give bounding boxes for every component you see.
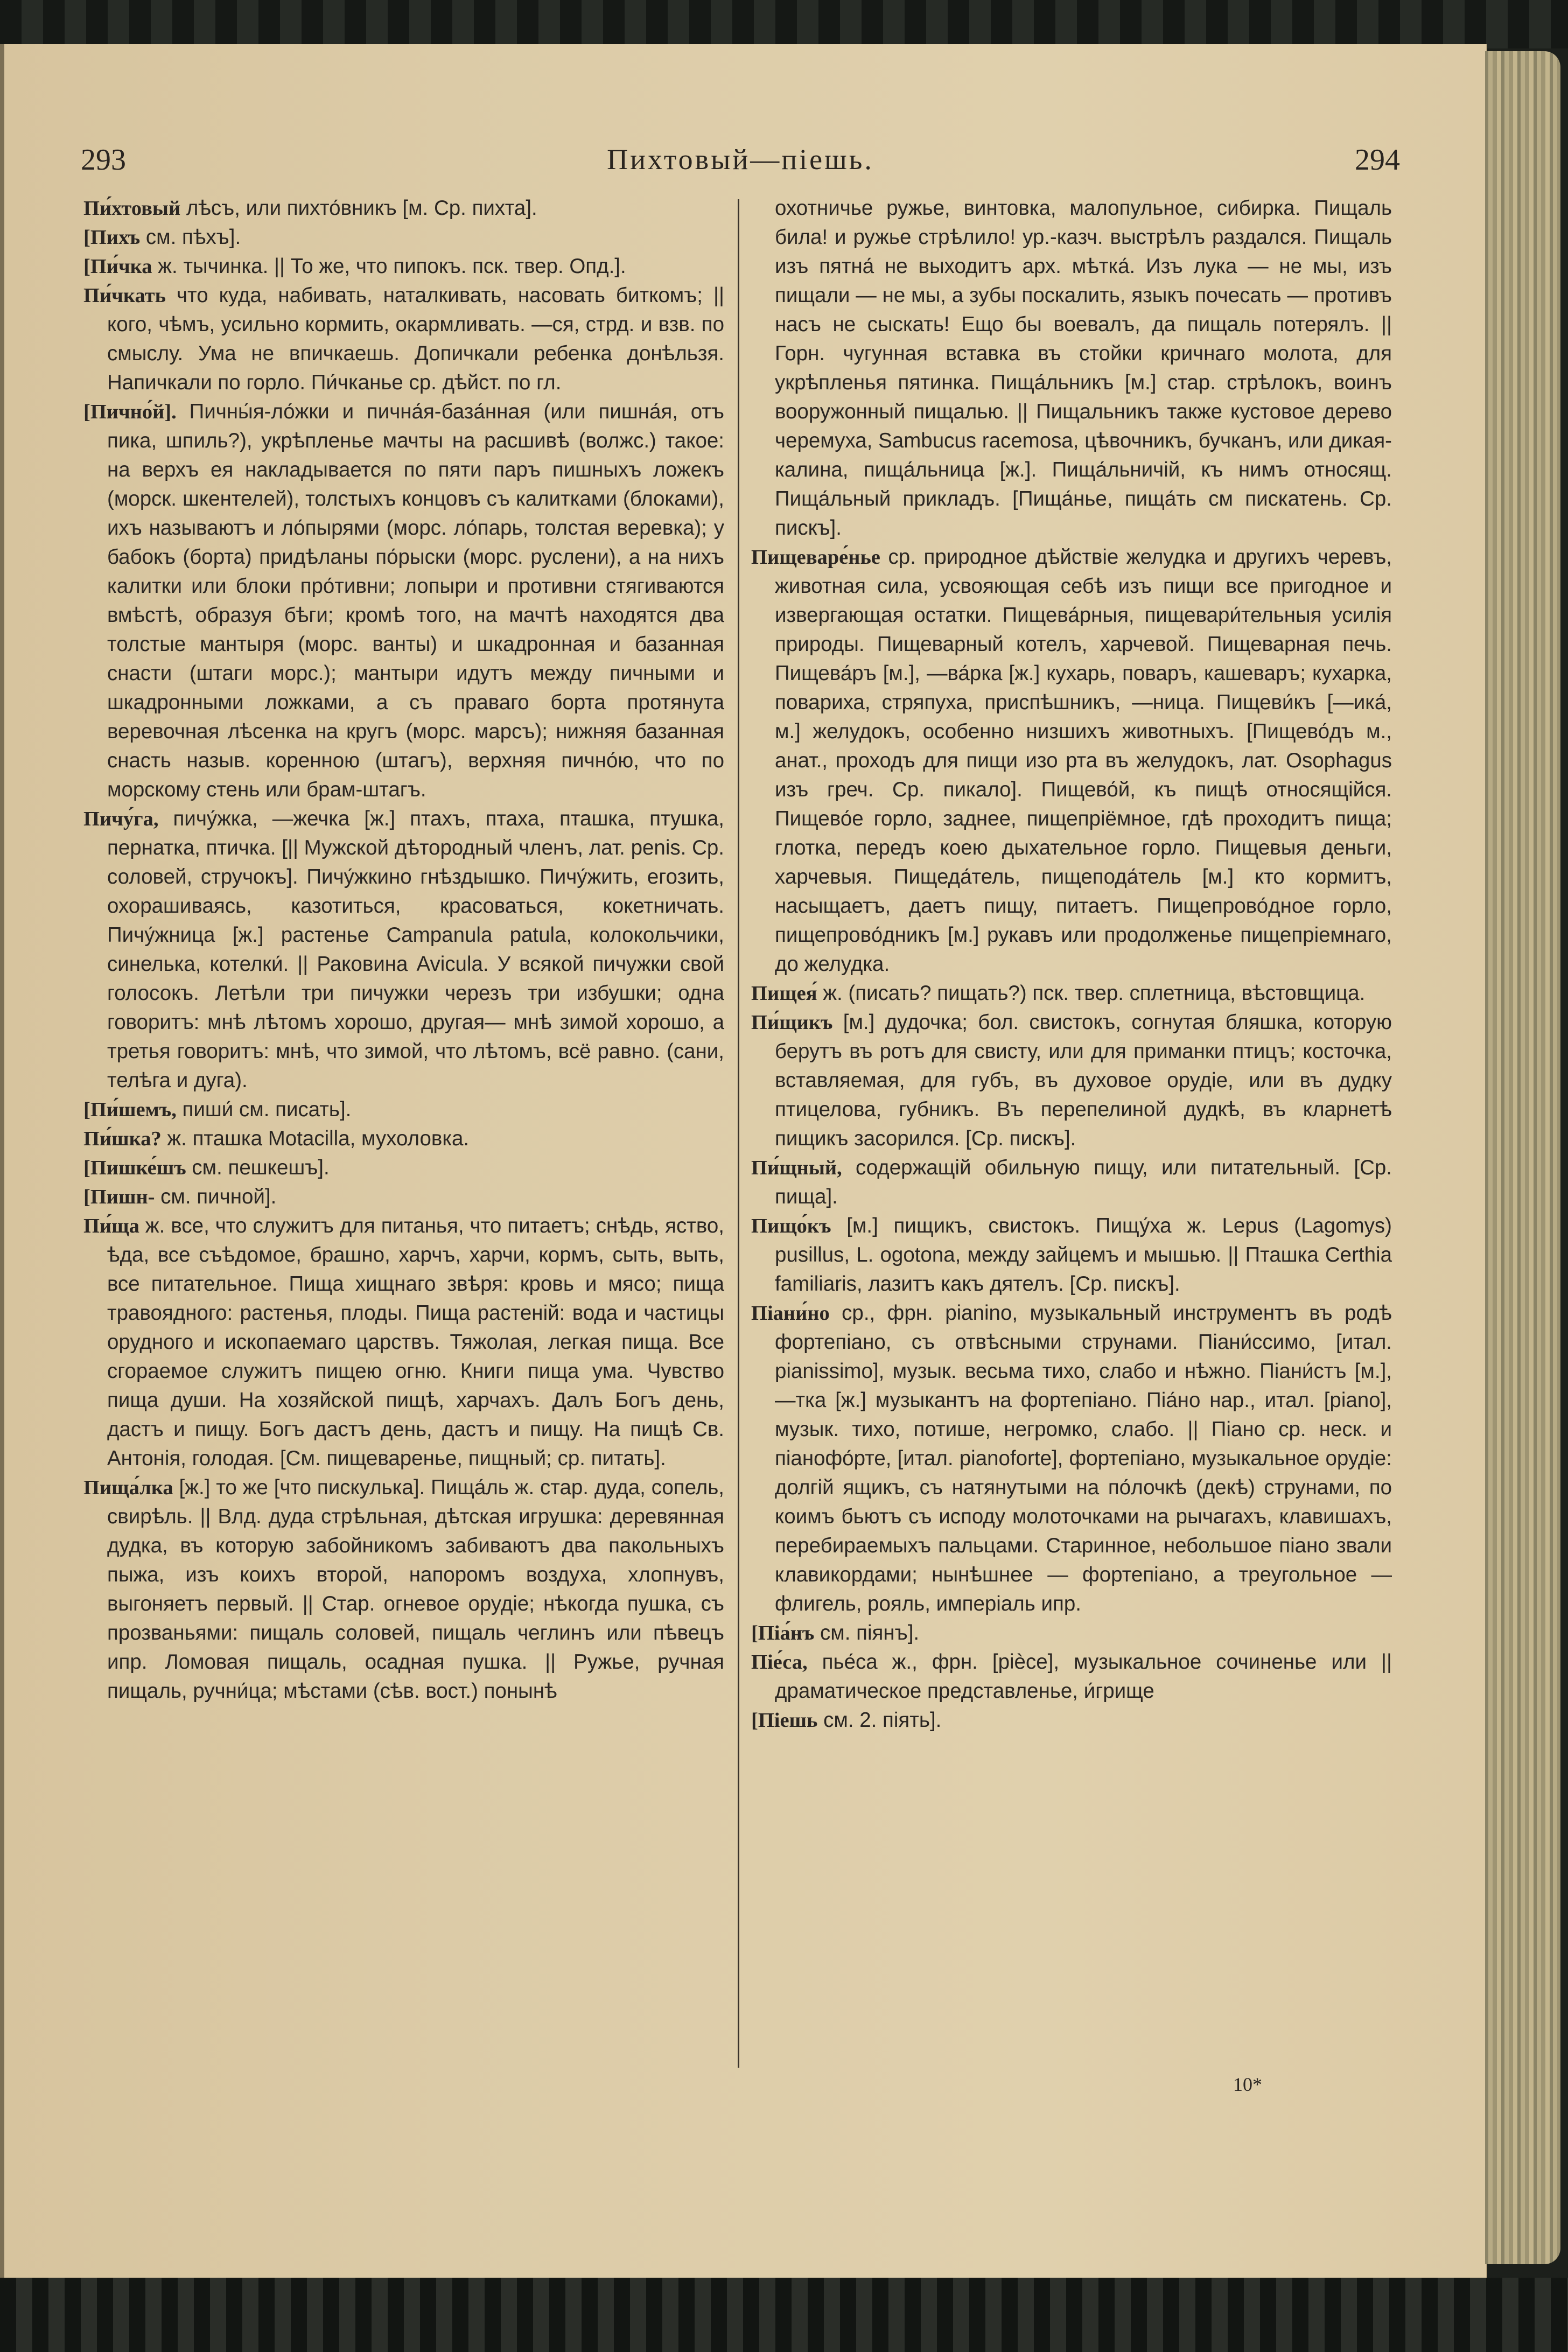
background-surface-bottom xyxy=(0,2278,1568,2352)
dictionary-entry xyxy=(83,1124,724,1153)
column-divider xyxy=(738,199,739,2068)
page-number-left: 293 xyxy=(81,143,126,177)
headword: [Пи́шемъ, xyxy=(83,1098,177,1121)
entry-text: лѣсъ, или пихто́вникъ [м. Ср. пихта]. xyxy=(180,197,537,220)
entry-text: см. пичной]. xyxy=(155,1185,277,1208)
headword: [Пишн- xyxy=(83,1186,155,1208)
running-header xyxy=(81,143,1400,180)
entry-text: см. пешкешъ]. xyxy=(186,1156,330,1179)
dictionary-entry xyxy=(751,1299,1392,1619)
entry-text: ж. (писать? пищать?) пск. твер. сплетница, вѣстовщица. xyxy=(817,982,1366,1005)
dictionary-entry xyxy=(751,1008,1392,1153)
left-column xyxy=(83,194,724,1706)
entry-text: [ж.] то же [что пискулька]. Пища́ль ж. стар. дуда, сопель, свирѣль. || Влд. дуда стрѣльная, дѣтская игрушка: деревянная дудка, въ которую забойникомъ забиваютъ два пакольныхъ пыжа, изъ коихъ второй, напоромъ воздуха, хлопнувъ, выгоняетъ первый. || Стар. огневое орудіе; нѣкогда пушка, съ прозваньями: пищаль соловей, пищаль чеглинъ или пѣвецъ ипр. Ломовая пищаль, осадная пушка. || Ружье, ручная пищаль, ручни́ца; мѣстами (сѣв. вост.) понынѣ xyxy=(107,1476,724,1703)
dictionary-entry xyxy=(83,194,724,223)
dictionary-entry xyxy=(751,979,1392,1008)
entry-text: содержащій обильную пищу, или питательный. [Ср. пища]. xyxy=(775,1156,1392,1208)
printer-signature-mark: 10* xyxy=(1233,2074,1262,2095)
entry-text: ср. природное дѣйствіе желудка и другихъ черевъ, животная сила, усвояющая себѣ изъ пищи все пригодное и извергающая остатки. Пищева́рныя, пищевари́тельныя усилія природы. Пищеварный котелъ, харчевой. Пищеварная печь. Пищева́ръ [м.], —ва́рка [ж.] кухарь, поваръ, кашеваръ; кухарка, повариха, стряпуха, приспѣшникъ, —ница. Пищеви́къ [—ика́, м.] желудокъ, особенно низшихъ животныхъ. [Пищево́дъ м., анат., проходъ для пищи изо рта въ желудокъ, лат. Osophagus изъ греч. Ср. пикало]. Пищево́й, къ пищѣ относящійся. Пищево́е горло, заднее, пищепріёмное, гдѣ проходитъ пища; глотка, передъ коею дыхательное горло. Пищевыя деньги, харчевыя. Пищеда́тель, пищепода́тель [м.] кто кормитъ, насыщаетъ, даетъ пищу, питаетъ. Пищепрово́дное горло, пищепрово́дникъ [м.] рукавъ или продолженье пищепріемнаго, до желудка. xyxy=(775,545,1392,976)
dictionary-entry xyxy=(83,281,724,397)
book-page-edges xyxy=(1485,51,1560,2264)
dictionary-entry xyxy=(751,1706,1392,1735)
entry-text: [м.] пищикъ, свистокъ. Пищу́ха ж. Lepus (Lagomys) pusillus, L. ogotona, между зайцемъ и мышью. || Пташка Certhia familiaris, лазитъ какъ дятелъ. [Ср. пискъ]. xyxy=(775,1214,1392,1296)
dictionary-entry-continuation xyxy=(751,194,1392,543)
entry-text: см. 2. піять]. xyxy=(817,1709,942,1732)
headword: [Піешь xyxy=(751,1709,818,1732)
headword: Пи́ща xyxy=(83,1215,139,1237)
dictionary-entry xyxy=(751,1619,1392,1648)
dictionary-entry xyxy=(751,1212,1392,1299)
entry-text: ж. тычинка. || То же, что пипокъ. пск. твер. Опд.]. xyxy=(152,255,626,278)
entry-text: ж. пташка Motacilla, мухоловка. xyxy=(161,1127,470,1150)
entry-text: ж. все, что служитъ для питанья, что питаетъ; снѣдь, яство, ѣда, все съѣдомое, брашно, харчъ, харчи, кормъ, сыть, выть, все питательное. Пища хищнаго звѣря: кровь и мясо; пища травоядного: растенья, плоды. Пища растеній: вода и частицы орудного и ископаемаго царствъ. Тяжолая, легкая пища. Все сгораемое служитъ пищею огню. Книги пища ума. Чувство пища души. На хозяйской пищѣ, харчахъ. Далъ Богъ день, дастъ и пищу. Богъ дастъ день, дастъ и пищу. На пищѣ Св. Антонія, голодая. [См. пищеваренье, пищный; ср. питать]. xyxy=(107,1214,724,1470)
headword: Пищеваре́нье xyxy=(751,546,880,569)
entry-text: охотничье ружье, винтовка, малопульное, сибирка. Пищаль била! и ружье стрѣлило! ур.-казч. выстрѣлъ раздался. Пищаль изъ пятна́ не выходитъ арх. мѣтка́. Изъ лука — не мы, изъ пищали — не мы, а зубы поскалить, языкъ почесать — противъ насъ не сыскать! Ещо бы воевалъ, да пищаль потерялъ. || Горн. чугунная вставка въ стойки кричнаго молота, для укрѣпленья пятинка. Пища́льникъ [м.] стар. стрѣлокъ, воинъ вооружонный пищалью. || Пищальникъ также кустовое дерево черемуха, Sambucus racemosa, цѣвочникъ, бучканъ, или дикая-калина, пища́льница [ж.]. Пища́льничій, къ нимъ относящ. Пища́льный прикладъ. [Пища́нье, пища́ть см пискатень. Ср. пискъ]. xyxy=(775,197,1392,540)
entry-text: пье́са ж., фрн. [pièce], музыкальное сочиненье или || драматическое представленье, и́грище xyxy=(775,1650,1392,1703)
headword: Пичу́га, xyxy=(83,808,159,830)
headword: Піе́са, xyxy=(751,1651,808,1674)
headword: Пища́лка xyxy=(83,1476,173,1499)
dictionary-entry xyxy=(83,252,724,281)
entry-text: см. піянъ]. xyxy=(814,1621,920,1644)
running-title: Пихтовый—піешь. xyxy=(607,143,874,176)
headword: Пи́щикъ xyxy=(751,1011,833,1034)
entry-text: пиши́ см. писать]. xyxy=(176,1098,352,1121)
entry-text: Пичны́я-ло́жки и пична́я-база́нная (или пишна́я, отъ пика, шпиль?), укрѣпленье мачты на расшивѣ (волжс.) такое: на верхъ ея накладывается по пяти паръ пишныхъ ложекъ (морск. шкентелей), толстыхъ концовъ съ калитками (блоками), ихъ называютъ и ло́пырями (морс. ло́парь, толстая веревка); у бабокъ (борта) придѣланы по́рыски (морс. руслени), а на нихъ калитки или блоки про́тивни; лопыри и противни стягиваются вмѣстѣ, образуя бѣги; кромѣ того, на мачтѣ находятся два толстые мантыря (морс. ванты) и шкадронная и базанная снасти (штаги морс.); мантыри идутъ между пичными и шкадронными ложками, а съ праваго борта протянута веревочная лѣсенка на кругъ (морс. марсъ); нижняя базанная снасть назыв. коренною (штагъ), верхняя пично́ю, что по морскому стень или брам-штагъ. xyxy=(107,400,724,801)
right-column xyxy=(751,194,1392,1735)
dictionary-entry xyxy=(751,1153,1392,1212)
headword: [Пично́й]. xyxy=(83,401,177,423)
entry-text: что куда, набивать, наталкивать, насовать биткомъ; || кого, чѣмъ, усильно кормить, окармливать. —ся, стрд. и взв. по смыслу. Ума не впичкаешь. Допичкали ребенка донѣльзя. Напичкали по горло. Пи́чканье ср. дѣйст. по гл. xyxy=(107,284,724,394)
headword: Піани́но xyxy=(751,1302,830,1325)
background-surface-top xyxy=(0,0,1568,48)
headword: Пищо́къ xyxy=(751,1215,831,1237)
entry-text: см. пѣхъ]. xyxy=(140,226,241,249)
headword: [Піа́нъ xyxy=(751,1622,815,1644)
dictionary-entry xyxy=(83,1095,724,1124)
dictionary-entry xyxy=(83,1212,724,1473)
dictionary-entry xyxy=(83,1473,724,1706)
headword: [Пи́чка xyxy=(83,255,152,278)
dictionary-entry xyxy=(83,223,724,252)
headword: Пи́чкать xyxy=(83,284,166,307)
entry-text: пичу́жка, —жечка [ж.] птахъ, птаха, пташка, птушка, пернатка, птичка. [|| Мужской дѣтородный членъ, лат. penis. Ср. соловей, стручокъ]. Пичу́жкино гнѣздышко. Пичу́жить, егозить, охорашиваясь, казотиться, красоваться, кокетничать. Пичу́жница [ж.] растенье Campanula patula, колокольчики, синелька, котелки́. || Раковина Avicula. У всякой пичужки свой голосокъ. Летѣли три пичужки черезъ три избушки; одна говоритъ: мнѣ лѣтомъ хорошо, другая— мнѣ зимой хорошо, а третья говоритъ: мнѣ, что зимой, что лѣтомъ, всё равно. (сани, телѣга и дуга). xyxy=(107,807,724,1092)
headword: [Пихъ xyxy=(83,226,141,249)
dictionary-entry xyxy=(83,397,724,804)
headword: Пи́хтовый xyxy=(83,197,181,220)
dictionary-entry xyxy=(751,543,1392,979)
entry-text: ср., фрн. pianino, музыкальный инструментъ въ родѣ фортепіано, съ отвѣсными струнами. Піани́ссимо, [итал. pianissimo], музык. весьма тихо, слабо и нѣжно. Піани́стъ [м.], —тка [ж.] музыкантъ на фортепіано. Піа́но нар., итал. [piano], музык. тихо, потише, негромко, слабо. || Піано ср. неск. и піанофо́рте, [итал. pianoforte], фортепіано, музыкальное орудіе: долгій ящикъ, съ натянутыми на по́лочкѣ (декѣ) струнами, по коимъ бьютъ съ исподу молоточками на рычагахъ, клавишахъ, перебираемыхъ пальцами. Старинное, небольшое піано звали клавикордами; нынѣшнее — фортепіано, а треугольное — флигель, рояль, имперіаль ипр. xyxy=(775,1301,1392,1615)
dictionary-entry xyxy=(83,1153,724,1182)
headword: Пи́шка? xyxy=(83,1128,162,1150)
dictionary-entry xyxy=(83,804,724,1095)
headword: [Пишке́шъ xyxy=(83,1157,186,1179)
headword: Пи́щный, xyxy=(751,1157,842,1179)
dictionary-entry xyxy=(83,1182,724,1212)
entry-text: [м.] дудочка; бол. свистокъ, согнутая бляшка, которую берутъ въ ротъ для свисту, или для приманки птицъ; косточка, вставляемая, для губъ, въ духовое орудіе, или въ дудку птицелова, губникъ. Въ перепелиной дудкѣ, въ кларнетѣ пищикъ засорился. [Ср. пискъ]. xyxy=(775,1011,1392,1150)
dictionary-entry xyxy=(751,1648,1392,1706)
page-number-right: 294 xyxy=(1355,143,1400,177)
headword: Пищея́ xyxy=(751,982,817,1005)
page-gutter-edge xyxy=(0,44,4,2279)
